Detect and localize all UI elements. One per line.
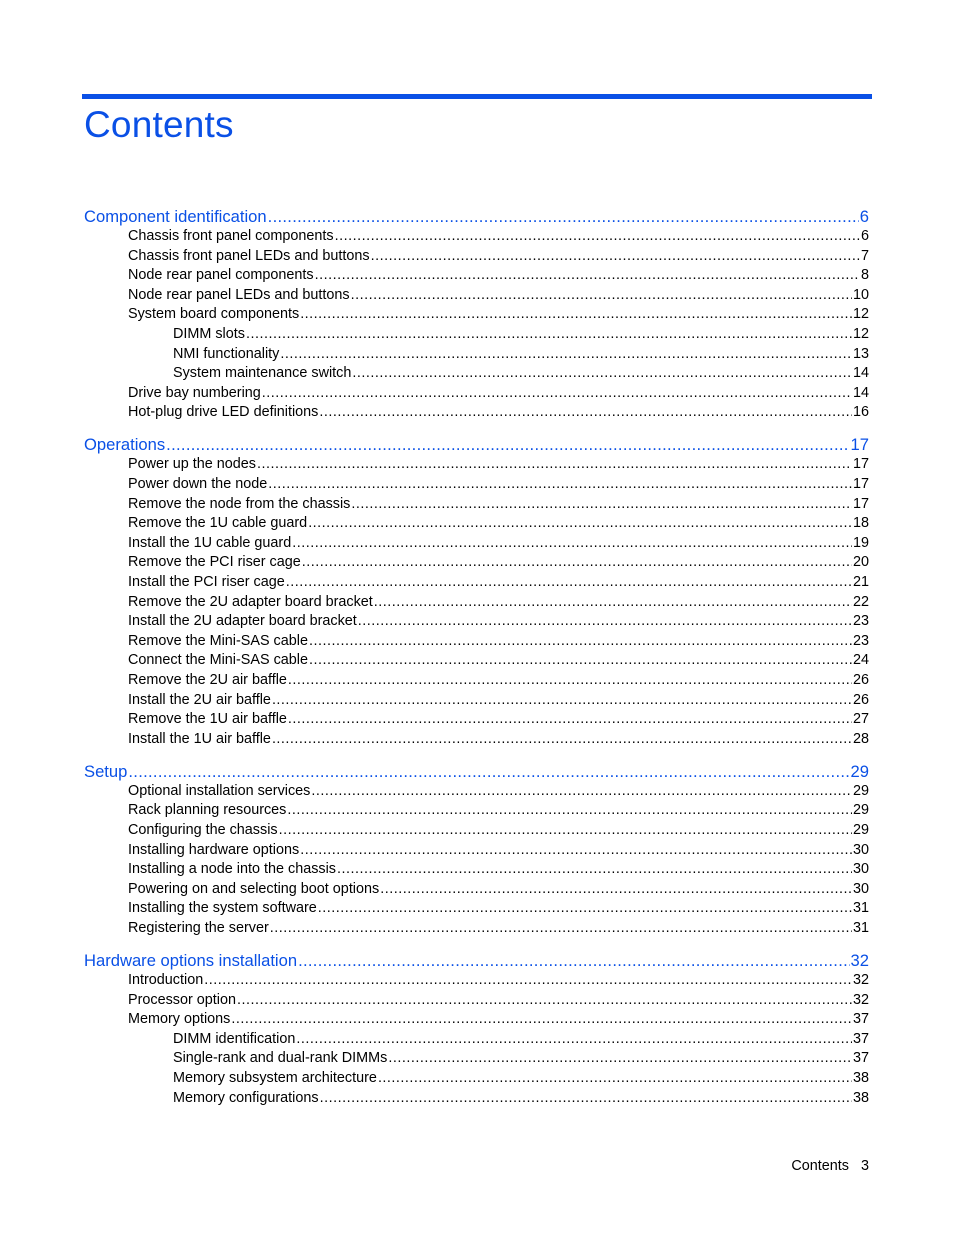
toc-entry-label: Component identification — [84, 207, 267, 226]
toc-entry-label: Install the 1U cable guard — [128, 534, 292, 551]
dot-leader — [298, 950, 849, 971]
toc-section — [84, 950, 869, 1108]
toc-entry-page-number: 19 — [852, 534, 869, 551]
toc-entry-page-number: 29 — [852, 782, 869, 799]
toc-entry-label: Installing a node into the chassis — [128, 861, 336, 878]
toc-subsection-link[interactable] — [84, 553, 869, 573]
dot-leader — [300, 841, 852, 861]
toc-subsection-link[interactable] — [84, 593, 869, 613]
toc-entry-label: Chassis front panel components — [128, 228, 334, 244]
dot-leader — [380, 880, 852, 900]
toc-entry-label: Operations — [84, 435, 166, 455]
dot-leader — [237, 991, 852, 1011]
toc-entry-label: Connect the Mini-SAS cable — [128, 652, 308, 669]
dot-leader — [288, 671, 852, 691]
page-title: Contents — [84, 104, 234, 145]
toc-chapter-link[interactable] — [84, 206, 869, 227]
dot-leader — [270, 919, 852, 939]
toc-subsection-link[interactable] — [84, 991, 869, 1011]
toc-entry-label: DIMM identification — [173, 1030, 296, 1047]
toc-subsubsection-link[interactable] — [84, 1030, 869, 1050]
table-of-contents — [84, 206, 869, 1108]
dot-leader — [268, 475, 852, 495]
toc-entry-page-number: 23 — [852, 632, 869, 649]
dot-leader — [374, 593, 852, 613]
dot-leader — [320, 1089, 852, 1109]
toc-entry-page-number: 14 — [852, 384, 869, 401]
toc-entry-label: Configuring the chassis — [128, 822, 278, 839]
toc-subsection-link[interactable] — [84, 860, 869, 880]
toc-entry-page-number: 17 — [852, 476, 869, 493]
toc-subsection-link[interactable] — [84, 612, 869, 632]
toc-entry-page-number: 12 — [852, 325, 869, 342]
toc-section — [84, 206, 869, 423]
toc-entry-label: Remove the 1U cable guard — [128, 515, 308, 532]
dot-leader — [337, 860, 852, 880]
toc-subsection-link[interactable] — [84, 573, 869, 593]
dot-leader — [309, 632, 852, 652]
toc-subsection-link[interactable] — [84, 899, 869, 919]
toc-entry-page-number: 23 — [852, 613, 869, 630]
toc-entry-page-number: 16 — [852, 404, 869, 421]
toc-subsection-link[interactable] — [84, 782, 869, 802]
toc-entry-page-number: 28 — [852, 730, 869, 747]
dot-leader — [388, 1049, 852, 1069]
toc-entry-page-number: 21 — [852, 574, 869, 590]
toc-entry-label: Memory configurations — [173, 1089, 319, 1106]
toc-subsection-link[interactable] — [84, 841, 869, 861]
toc-entry-label: Rack planning resources — [128, 802, 287, 819]
toc-entry-page-number: 30 — [852, 880, 869, 897]
toc-subsubsection-link[interactable] — [84, 345, 869, 365]
toc-entry-page-number: 20 — [852, 554, 869, 571]
dot-leader — [204, 971, 852, 991]
toc-subsection-link[interactable] — [84, 475, 869, 495]
dot-leader — [246, 325, 852, 345]
dot-leader — [231, 1010, 852, 1030]
toc-subsection-link[interactable] — [84, 651, 869, 671]
toc-entry-page-number: 12 — [852, 306, 869, 323]
toc-entry-label: System board components — [128, 306, 300, 323]
dot-leader — [296, 1030, 852, 1050]
dot-leader — [378, 1069, 852, 1089]
toc-entry-label: Install the 2U air baffle — [128, 691, 271, 708]
dot-leader — [315, 266, 860, 286]
toc-entry-label: Introduction — [128, 972, 204, 989]
toc-entry-page-number: 7 — [860, 247, 869, 264]
toc-subsubsection-link[interactable] — [84, 1049, 869, 1069]
dot-leader — [300, 305, 852, 325]
toc-entry-page-number: 13 — [852, 345, 869, 362]
dot-leader — [272, 691, 852, 711]
toc-entry-page-number: 27 — [852, 711, 869, 728]
toc-entry-label: Remove the 2U air baffle — [128, 671, 287, 688]
toc-entry-label: Memory options — [128, 1011, 231, 1028]
toc-section — [84, 434, 869, 749]
toc-subsection-link[interactable] — [84, 632, 869, 652]
toc-entry-label: Remove the Mini-SAS cable — [128, 632, 308, 649]
toc-subsection-link[interactable] — [84, 247, 869, 267]
toc-subsubsection-link[interactable] — [84, 1069, 869, 1089]
toc-subsection-link[interactable] — [84, 671, 869, 691]
toc-entry-page-number: 29 — [852, 822, 869, 839]
toc-entry-page-number: 32 — [852, 972, 869, 989]
toc-subsection-link[interactable] — [84, 710, 869, 730]
toc-entry-label: Drive bay numbering — [128, 384, 261, 401]
toc-subsection-link[interactable] — [84, 534, 869, 554]
toc-entry-page-number: 14 — [852, 365, 869, 382]
toc-subsection-link[interactable] — [84, 514, 869, 534]
toc-entry-label: Registering the server — [128, 920, 269, 936]
toc-entry-page-number: 37 — [852, 1030, 869, 1047]
toc-entry-page-number: 29 — [850, 761, 869, 781]
dot-leader — [352, 364, 852, 384]
toc-entry-page-number: 17 — [850, 435, 869, 455]
dot-leader — [288, 710, 852, 730]
toc-entry-label: Chassis front panel LEDs and buttons — [128, 247, 370, 264]
toc-entry-label: Remove the 2U adapter board bracket — [128, 593, 373, 610]
toc-entry-label: Installing the system software — [128, 900, 317, 917]
toc-entry-label: Install the PCI riser cage — [128, 574, 285, 590]
toc-subsection-link[interactable] — [84, 971, 869, 991]
toc-entry-page-number: 38 — [852, 1089, 869, 1106]
toc-subsection-link[interactable] — [84, 403, 869, 423]
toc-chapter-link[interactable] — [84, 950, 869, 971]
toc-entry-label: Memory subsystem architecture — [173, 1070, 377, 1087]
title-rule — [82, 94, 872, 99]
toc-subsection-link[interactable] — [84, 286, 869, 306]
toc-entry-page-number: 37 — [852, 1011, 869, 1028]
dot-leader — [279, 821, 852, 841]
toc-subsection-link[interactable] — [84, 305, 869, 325]
toc-subsection-link[interactable] — [84, 730, 869, 750]
toc-entry-label: Node rear panel components — [128, 267, 314, 284]
toc-entry-page-number: 31 — [852, 900, 869, 917]
toc-entry-label: Processor option — [128, 991, 236, 1008]
dot-leader — [268, 206, 859, 227]
toc-section — [84, 761, 869, 939]
toc-subsection-link[interactable] — [84, 227, 869, 247]
toc-entry-label: Setup — [84, 761, 128, 781]
dot-leader — [311, 782, 852, 802]
toc-entry-label: Remove the PCI riser cage — [128, 554, 301, 571]
toc-chapter-link[interactable] — [84, 761, 869, 782]
toc-entry-label: Optional installation services — [128, 782, 311, 799]
dot-leader — [128, 761, 849, 782]
toc-entry-page-number: 32 — [852, 991, 869, 1008]
toc-entry-label: Power up the nodes — [128, 456, 257, 473]
toc-entry-label: Remove the 1U air baffle — [128, 711, 287, 728]
dot-leader — [309, 651, 852, 671]
toc-entry-page-number: 38 — [852, 1070, 869, 1087]
toc-subsection-link[interactable] — [84, 266, 869, 286]
dot-leader — [358, 612, 852, 632]
toc-subsection-link[interactable] — [84, 384, 869, 404]
toc-entry-page-number: 31 — [852, 920, 869, 936]
footer-page-number: 3 — [860, 1158, 869, 1174]
toc-entry-page-number: 22 — [852, 593, 869, 610]
toc-subsection-link[interactable] — [84, 1010, 869, 1030]
toc-entry-page-number: 30 — [852, 841, 869, 858]
toc-subsection-link[interactable] — [84, 821, 869, 841]
toc-entry-page-number: 26 — [852, 671, 869, 688]
toc-subsubsection-link[interactable] — [84, 1089, 869, 1109]
toc-entry-page-number: 24 — [852, 652, 869, 669]
footer-label: Contents — [791, 1158, 849, 1174]
dot-leader — [262, 384, 852, 404]
toc-subsubsection-link[interactable] — [84, 325, 869, 345]
dot-leader — [287, 801, 852, 821]
toc-entry-page-number: 6 — [860, 228, 869, 244]
dot-leader — [280, 345, 852, 365]
dot-leader — [335, 227, 860, 247]
toc-entry-page-number: 37 — [852, 1050, 869, 1067]
toc-entry-page-number: 18 — [852, 515, 869, 532]
toc-entry-label: Install the 2U adapter board bracket — [128, 613, 357, 630]
toc-entry-label: Node rear panel LEDs and buttons — [128, 286, 350, 303]
dot-leader — [292, 534, 852, 554]
page-footer — [791, 1158, 869, 1174]
dot-leader — [351, 495, 852, 515]
toc-entry-page-number: 8 — [860, 267, 869, 284]
dot-leader — [371, 247, 860, 267]
toc-subsection-link[interactable] — [84, 691, 869, 711]
toc-entry-page-number: 26 — [852, 691, 869, 708]
toc-subsection-link[interactable] — [84, 919, 869, 939]
toc-entry-page-number: 32 — [850, 951, 869, 971]
toc-entry-label: DIMM slots — [173, 325, 245, 342]
dot-leader — [272, 730, 852, 750]
toc-subsubsection-link[interactable] — [84, 364, 869, 384]
dot-leader — [257, 455, 852, 475]
toc-entry-page-number: 10 — [852, 286, 869, 303]
toc-entry-label: Hot-plug drive LED definitions — [128, 404, 319, 421]
toc-subsection-link[interactable] — [84, 801, 869, 821]
dot-leader — [308, 514, 852, 534]
toc-entry-label: System maintenance switch — [173, 365, 352, 382]
dot-leader — [166, 434, 849, 455]
toc-entry-label: Power down the node — [128, 476, 268, 493]
dot-leader — [351, 286, 852, 306]
dot-leader — [302, 553, 852, 573]
toc-entry-label: Single-rank and dual-rank DIMMs — [173, 1050, 388, 1067]
toc-entry-label: Remove the node from the chassis — [128, 495, 351, 512]
toc-entry-page-number: 6 — [859, 207, 869, 226]
toc-subsection-link[interactable] — [84, 880, 869, 900]
toc-entry-label: Installing hardware options — [128, 841, 300, 858]
toc-entry-label: NMI functionality — [173, 345, 280, 362]
toc-entry-page-number: 17 — [852, 456, 869, 473]
toc-chapter-link[interactable] — [84, 434, 869, 455]
toc-entry-label: Install the 1U air baffle — [128, 730, 271, 747]
dot-leader — [286, 573, 852, 593]
dot-leader — [319, 403, 852, 423]
toc-subsection-link[interactable] — [84, 495, 869, 515]
toc-entry-page-number: 17 — [852, 495, 869, 512]
toc-entry-page-number: 30 — [852, 861, 869, 878]
toc-subsection-link[interactable] — [84, 455, 869, 475]
toc-entry-label: Powering on and selecting boot options — [128, 880, 380, 897]
toc-entry-page-number: 29 — [852, 802, 869, 819]
dot-leader — [318, 899, 852, 919]
toc-entry-label: Hardware options installation — [84, 951, 298, 971]
